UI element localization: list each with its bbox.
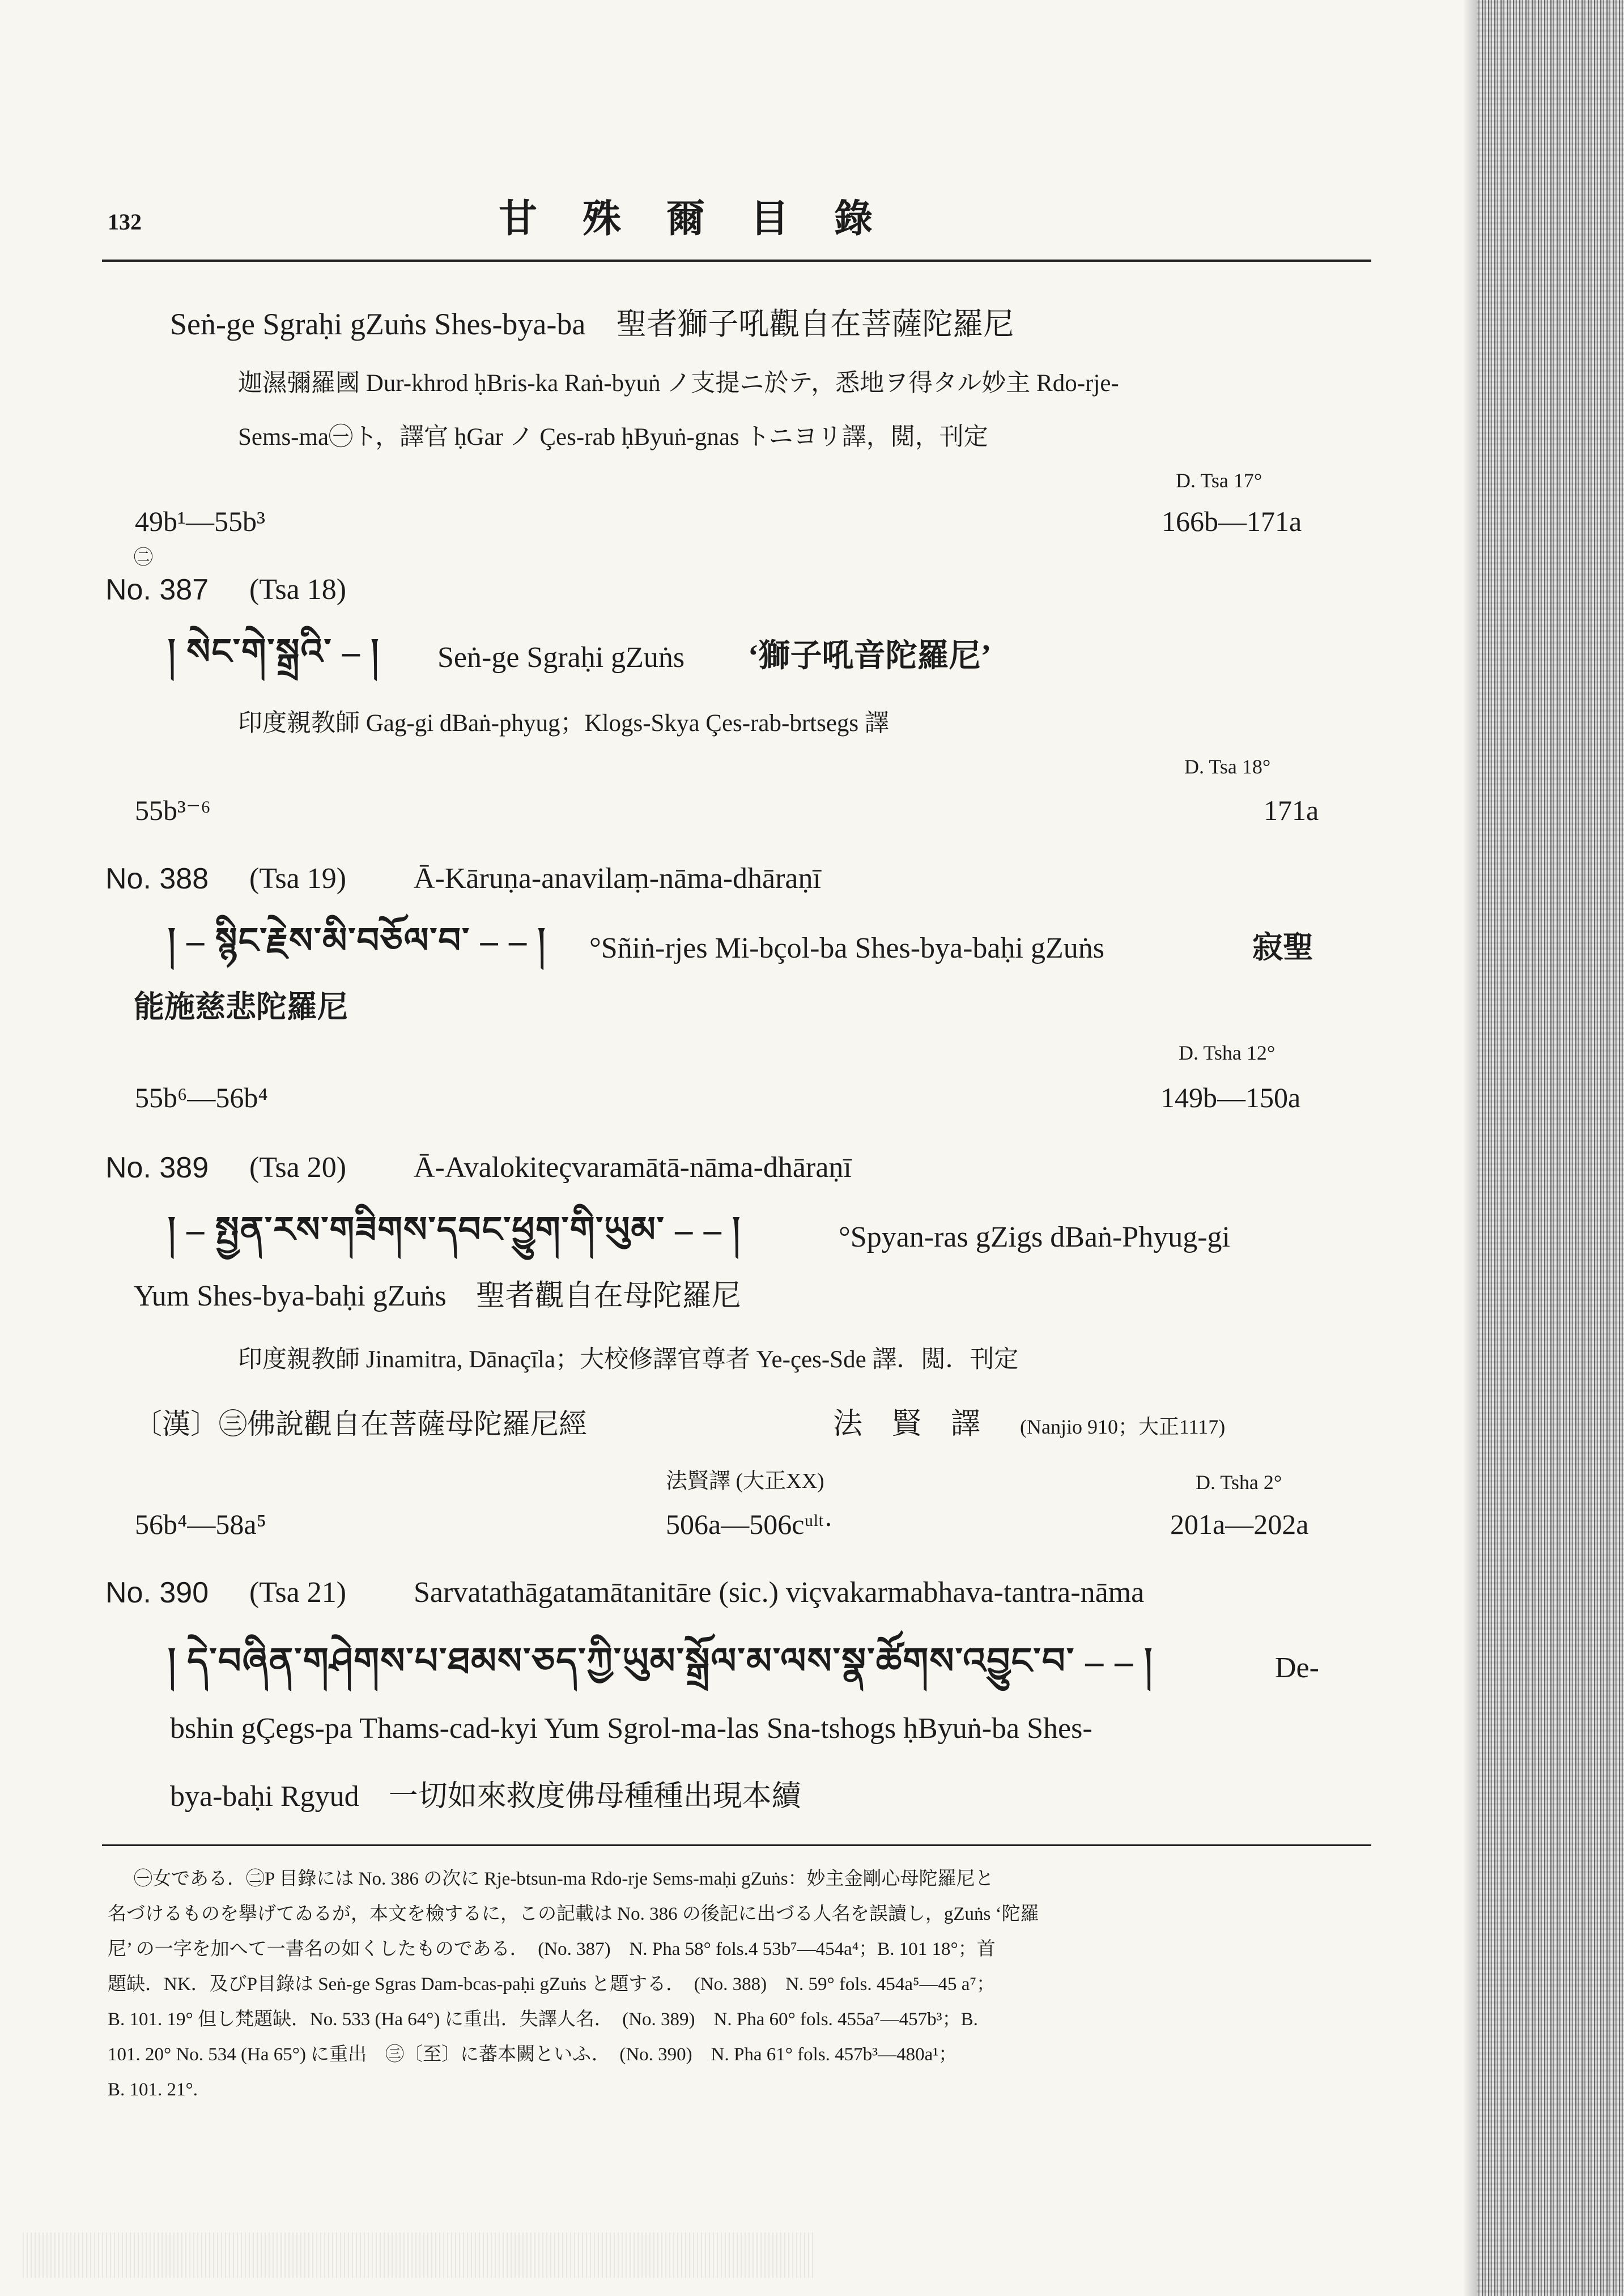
peking-folio: 49b¹—55b³: [135, 505, 265, 537]
chinese-title-part2: 能施慈悲陀羅尼: [134, 990, 348, 1024]
volume-ref: (Tsa 21): [249, 1576, 347, 1609]
transliterated-title-part1: De-: [1275, 1652, 1319, 1684]
volume-ref: (Tsa 20): [249, 1151, 347, 1184]
peking-folio: 55b⁶—56b⁴: [135, 1082, 268, 1113]
sanskrit-title: Ā-Kāruṇa-anavilaṃ-nāma-dhāraṇī: [414, 862, 821, 895]
page-number: 132: [108, 209, 142, 235]
derge-ref: D. Tsa 17°: [1176, 469, 1262, 492]
volume-ref: (Tsa 18): [249, 573, 347, 606]
footnote-line: 尼’ の一字を加へて一書名の如くしたものである． (No. 387) N. Pha 58° fols.4 53b⁷—454a⁴；B. 101 18°；首: [108, 1939, 996, 1959]
note-marker: ㊁: [134, 547, 153, 568]
tibetan-title: ། – སྙིང་རྗེས་མི་བཅོལ་བ་ – – །: [168, 922, 547, 960]
tibetan-title: ། – སྤྱན་རས་གཟིགས་དབང་ཕྱུག་གི་ཡུམ་ – – །: [168, 1211, 742, 1249]
entry-translators: 印度親教師 Gag-gi dBaṅ-phyug；Klogs-Skya Çes-rab-brtsegs 譯: [238, 710, 889, 737]
entry-translators-line2: Sems-ma㊀ト，譯官 ḥGar ノ Çes-rab ḥByuṅ-gnas トニヨリ譯，閲，刊定: [238, 424, 988, 450]
entry-number-387: No. 387: [105, 573, 209, 606]
sanskrit-title: Ā-Avalokiteçvaramātā-nāma-dhāraṇī: [414, 1151, 852, 1184]
chinese-translation-title: 〔漢〕㊂佛說觀自在菩薩母陀羅尼經: [134, 1408, 587, 1440]
peking-folio: 56b⁴—58a⁵: [135, 1508, 267, 1540]
scan-noise: [23, 2233, 816, 2278]
derge-folio: 201a—202a: [1170, 1508, 1309, 1540]
sanskrit-title: Sarvatathāgatamātanitāre (sic.) viçvakarmabhava-tantra-nāma: [414, 1576, 1145, 1609]
derge-folio: 149b—150a: [1160, 1082, 1301, 1113]
derge-ref: D. Tsa 18°: [1184, 755, 1271, 778]
footnote-line: 名づけるものを擧げてゐるが，本文を檢するに，この記載は No. 386 の後記に出づる人名を誤讀し，gZuṅs ‘陀羅: [108, 1904, 1039, 1924]
tibetan-title: ། སེང་གེ་སྒྲའི་ – །: [168, 633, 380, 671]
taisho-label: 法賢譯 (大正XX): [666, 1469, 824, 1493]
footnote-rule: [102, 1844, 1371, 1846]
transliterated-title-part2: bshin gÇegs-pa Thams-cad-kyi Yum Sgrol-ma-las Sna-tshogs ḥByuṅ-ba Shes-: [170, 1712, 1092, 1745]
derge-folio: 171a: [1264, 794, 1319, 826]
entry-translators: 印度親教師 Jinamitra, Dānaçīla；大校修譯官尊者 Ye-çes-Sde 譯．閲．刊定: [238, 1346, 1019, 1373]
page-title: 甘 殊 爾 目 錄: [499, 197, 877, 240]
derge-folio: 166b—171a: [1162, 505, 1302, 537]
chinese-title: ‘獅子吼音陀羅尼’: [748, 639, 992, 674]
footnote-line: 題缺．NK．及びP目錄は Seṅ-ge Sgras Dam-bcas-paḥi gZuṅs と題する． (No. 388) N. 59° fols. 454a⁵—45 a⁷；: [108, 1974, 995, 1995]
transliterated-title-part3: bya-baḥi Rgyud 一切如來救度佛母種種出現本續: [170, 1780, 801, 1813]
transliterated-title-part1: °Spyan-ras gZigs dBaṅ-Phyug-gi: [839, 1221, 1230, 1253]
chinese-translator: 法 賢 譯: [833, 1408, 981, 1440]
volume-ref: (Tsa 19): [249, 862, 347, 895]
taisho-folio: 506a—506cᵘˡᵗ·: [666, 1508, 834, 1540]
entry-number-390: No. 390: [105, 1576, 209, 1609]
entry-translators-line1: 迦濕彌羅國 Dur-khrod ḥBris-ka Raṅ-byuṅ ノ支提ニ於テ，悉地ヲ得タル妙主 Rdo-rje-: [238, 370, 1119, 397]
page-edge-shadow: [1477, 0, 1624, 2296]
derge-ref: D. Tsha 12°: [1179, 1041, 1276, 1064]
tibetan-title: ། དེ་བཞིན་གཤེགས་པ་ཐམས་ཅད་ཀྱི་ཡུམ་སྒྲོལ་མ་ལས་སྣ་ཚོགས་འབྱུང་བ་ – – །: [168, 1641, 1154, 1681]
transliterated-title: Seṅ-ge Sgraḥi gZuṅs: [437, 641, 685, 674]
entry-number-389: No. 389: [105, 1151, 209, 1184]
entry-number-388: No. 388: [105, 862, 209, 895]
transliterated-title: °Sñiṅ-rjes Mi-bçol-ba Shes-bya-baḥi gZuṅs: [589, 932, 1104, 964]
chinese-title-part1: 寂聖: [1252, 930, 1313, 964]
derge-ref: D. Tsha 2°: [1196, 1471, 1282, 1494]
footnote-line: B. 101. 21°.: [108, 2080, 198, 2100]
transliterated-title-part2: Yum Shes-bya-baḥi gZuṅs 聖者觀自在母陀羅尼: [134, 1280, 741, 1312]
nanjio-taisho-ref: (Nanjio 910；大正1117): [1020, 1415, 1226, 1438]
entry-title: Seṅ-ge Sgraḥi gZuṅs Shes-bya-ba 聖者獅子吼觀自在菩薩陀羅尼: [170, 307, 1014, 341]
footnote-line: B. 101. 19° 但し梵題缺．No. 533 (Ha 64°) に重出．失譯人名． (No. 389) N. Pha 60° fols. 455a⁷—457b³；B.: [108, 2009, 978, 2030]
header-rule: [102, 260, 1371, 262]
footnote-line: 101. 20° No. 534 (Ha 65°) に重出 ㊂〔至〕に蕃本闕といふ． (No. 390) N. Pha 61° fols. 457b³—480a¹；: [108, 2044, 958, 2065]
peking-folio: 55b³⁻⁶: [135, 794, 211, 826]
footnote-line: ㊀女である．㊁P 目錄には No. 386 の次に Rje-btsun-ma Rdo-rje Sems-maḥi gZuṅs：妙主金剛心母陀羅尼と: [134, 1869, 994, 1889]
